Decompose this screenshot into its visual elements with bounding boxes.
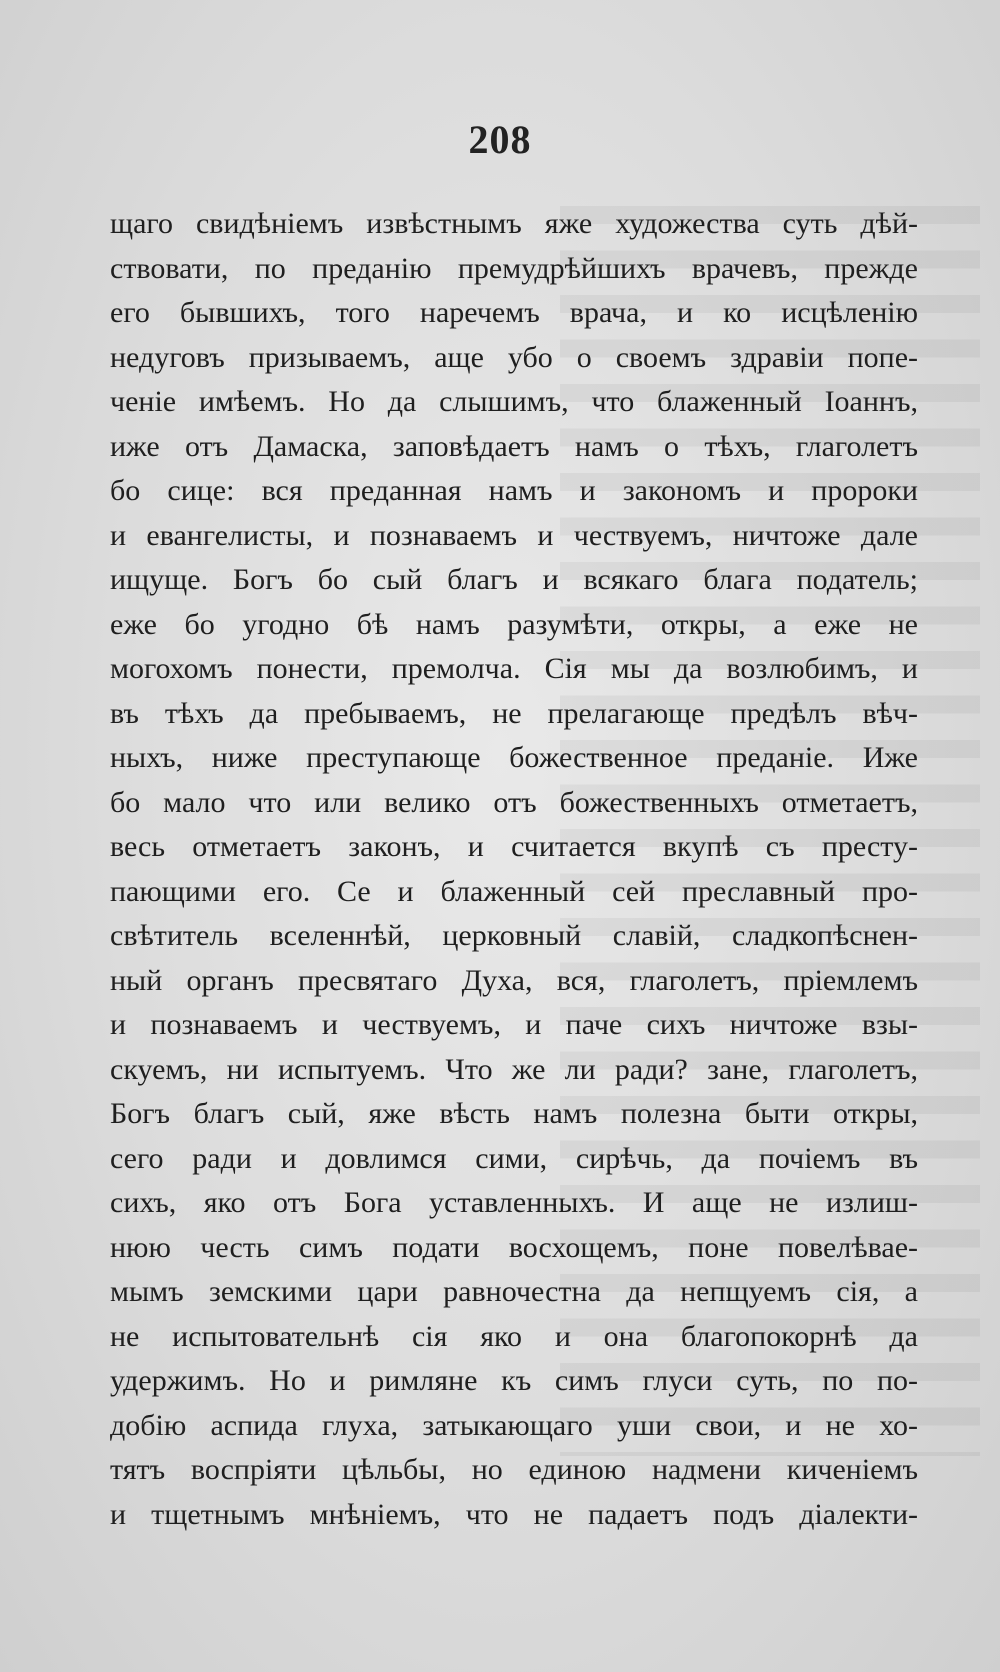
text-line: мымъ земскими цари равночестна да непщуемъ сія, а bbox=[110, 1275, 918, 1308]
text-line: ищуще. Богъ бо сый благъ и всякаго блага податель; bbox=[110, 563, 918, 596]
text-line: добію аспида глуха, затыкающаго уши свои, и не хо- bbox=[110, 1408, 918, 1442]
text-line: пающими его. Се и блаженный сей преславный про- bbox=[110, 874, 918, 908]
text-line: свѣтитель вселеннѣй, церковный славій, сладкопѣснен- bbox=[110, 919, 918, 952]
text-line: весь отметаетъ законъ, и считается вкупѣ съ престу- bbox=[110, 830, 918, 863]
text-line: Богъ благъ сый, яже вѣсть намъ полезна быти откры, bbox=[110, 1097, 918, 1130]
text-line: еже бо угодно бѣ намъ разумѣти, откры, а еже не bbox=[110, 607, 918, 641]
text-line: тятъ воспріяти цѣльбы, но единою надмени киченіемъ bbox=[110, 1453, 918, 1486]
text-line: и познаваемъ и чествуемъ, и паче сихъ ничтоже взы- bbox=[110, 1008, 918, 1041]
text-line: скуемъ, ни испытуемъ. Что же ли ради? зане, глаголетъ, bbox=[110, 1052, 918, 1086]
text-line: нюю честь симъ подати восхощемъ, поне повелѣвае- bbox=[110, 1230, 918, 1264]
text-line: сего ради и довлимся сими, сирѣчь, да почіемъ въ bbox=[110, 1141, 918, 1175]
text-line: и тщетнымъ мнѣніемъ, что не падаетъ подъ діалекти- bbox=[110, 1497, 918, 1531]
text-line: бо мало что или велико отъ божественныхъ отметаетъ, bbox=[110, 785, 918, 819]
body-text bbox=[110, 202, 918, 1537]
page-number: 208 bbox=[468, 117, 532, 162]
text-line: ный органъ пресвятаго Духа, вся, глаголетъ, пріемлемъ bbox=[110, 963, 918, 997]
text-line: его бывшихъ, того наречемъ врача, и ко исцѣленію bbox=[110, 296, 918, 329]
text-line: недуговъ призываемъ, аще убо о своемъ здравіи попе- bbox=[110, 340, 918, 374]
text-line: иже отъ Дамаска, заповѣдаетъ намъ о тѣхъ, глаголетъ bbox=[110, 429, 918, 463]
text-line: щаго свидѣніемъ извѣстнымъ яже художества суть дѣй- bbox=[110, 207, 918, 240]
text-line: сихъ, яко отъ Бога уставленныхъ. И аще не излиш- bbox=[110, 1186, 918, 1219]
text-line: ныхъ, ниже преступающе божественное преданіе. Иже bbox=[110, 741, 918, 774]
text-line: не испытовательнѣ сія яко и она благопокорнѣ да bbox=[110, 1319, 918, 1353]
text-line: и евангелисты, и познаваемъ и чествуемъ, ничтоже дале bbox=[110, 518, 918, 552]
text-line: бо сице: вся преданная намъ и закономъ и пророки bbox=[110, 474, 918, 507]
text-line: ствовати, по преданію премудрѣйшихъ врачевъ, прежде bbox=[110, 251, 918, 285]
text-line: въ тѣхъ да пребываемъ, не прелагающе предѣлъ вѣч- bbox=[110, 696, 918, 730]
text-line: могохомъ понести, премолча. Сія мы да возлюбимъ, и bbox=[110, 652, 918, 685]
text-line: удержимъ. Но и римляне къ симъ глуси суть, по по- bbox=[110, 1364, 918, 1397]
text-line: ченіе имѣемъ. Но да слышимъ, что блаженный Іоаннъ, bbox=[110, 385, 918, 418]
